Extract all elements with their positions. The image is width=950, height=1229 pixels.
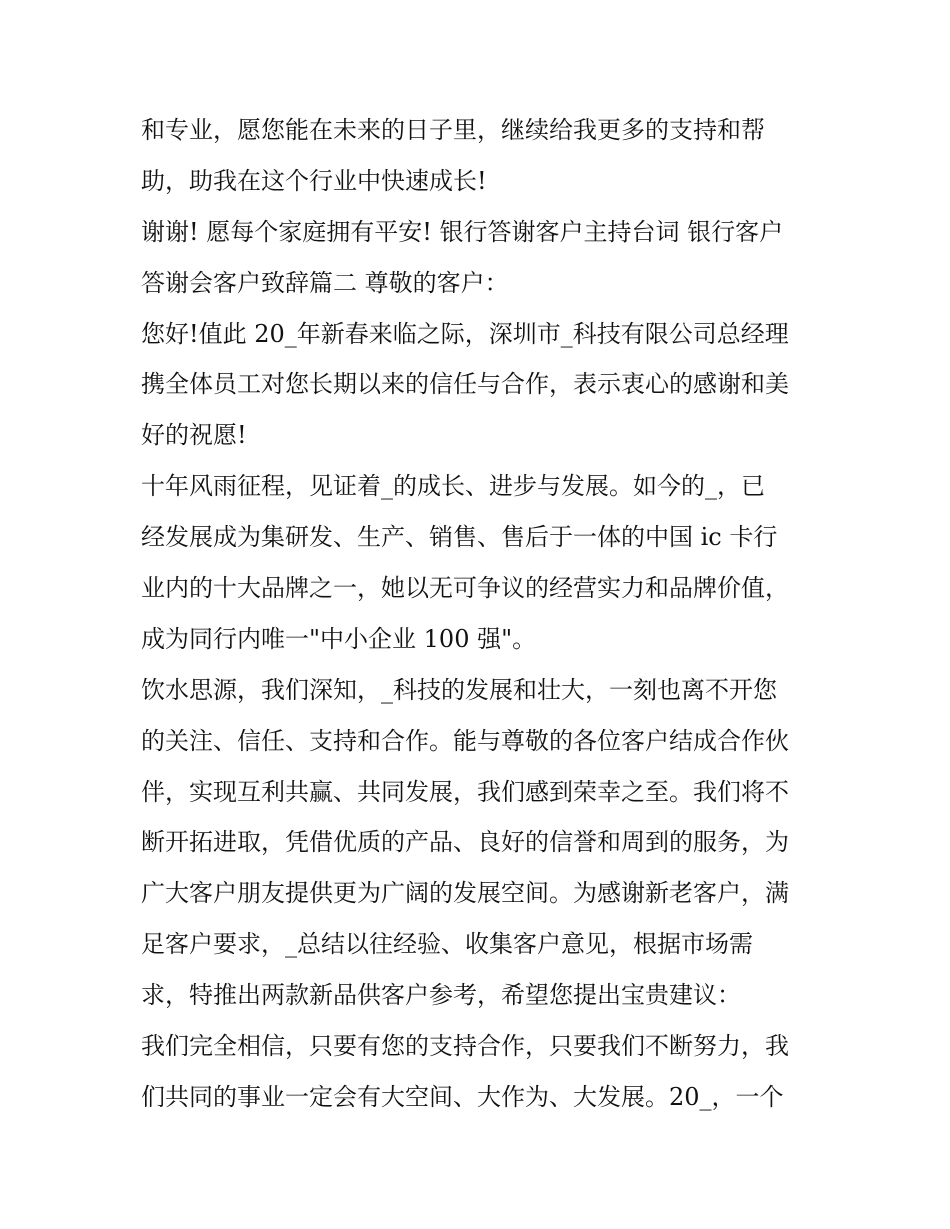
- text-line: 携全体员工对您长期以来的信任与合作，表示衷心的感谢和美: [141, 370, 789, 399]
- text-line: 和专业，愿您能在未来的日子里，继续给我更多的支持和帮: [141, 116, 765, 144]
- text-line: 断开拓进取，凭借优质的产品、良好的信誉和周到的服务，为: [141, 828, 789, 857]
- text-line: 我们完全相信，只要有您的支持合作，只要我们不断努力，我: [141, 1032, 789, 1061]
- text-line: 饮水思源，我们深知，_科技的发展和壮大，一刻也离不开您: [141, 675, 777, 704]
- text-line: 成为同行内唯一"中小企业 100 强"。: [141, 624, 537, 653]
- text-line: 十年风雨征程，见证着_的成长、进步与发展。如今的_，已: [141, 472, 765, 501]
- text-line: 业内的十大品牌之一，她以无可争议的经营实力和品牌价值，: [141, 574, 789, 603]
- text-line: 好的祝愿!: [141, 421, 247, 450]
- text-line: 经发展成为集研发、生产、销售、售后于一体的中国 ic 卡行: [141, 523, 778, 552]
- text-line: 您好!值此 20_年新春来临之际，深圳市_科技有限公司总经理: [141, 319, 789, 348]
- text-line: 广大客户朋友提供更为广阔的发展空间。为感谢新老客户，满: [141, 879, 789, 908]
- text-line: 助，助我在这个行业中快速成长!: [141, 166, 487, 195]
- text-line: 的关注、信任、支持和合作。能与尊敬的各位客户结成合作伙: [141, 726, 789, 755]
- text-line: 答谢会客户致辞篇二 尊敬的客户：: [141, 268, 509, 297]
- text-line: 求，特推出两款新品供客户参考，希望您提出宝贵建议：: [141, 981, 741, 1010]
- text-line: 们共同的事业一定会有大空间、大作为、大发展。20_，一个: [141, 1082, 784, 1111]
- text-line: 伴，实现互利共赢、共同发展，我们感到荣幸之至。我们将不: [141, 777, 789, 806]
- text-line: 足客户要求，_总结以往经验、收集客户意见，根据市场需: [141, 930, 753, 959]
- text-line: 谢谢! 愿每个家庭拥有平安! 银行答谢客户主持台词 银行客户: [141, 217, 784, 246]
- body-text: [141, 105, 831, 1123]
